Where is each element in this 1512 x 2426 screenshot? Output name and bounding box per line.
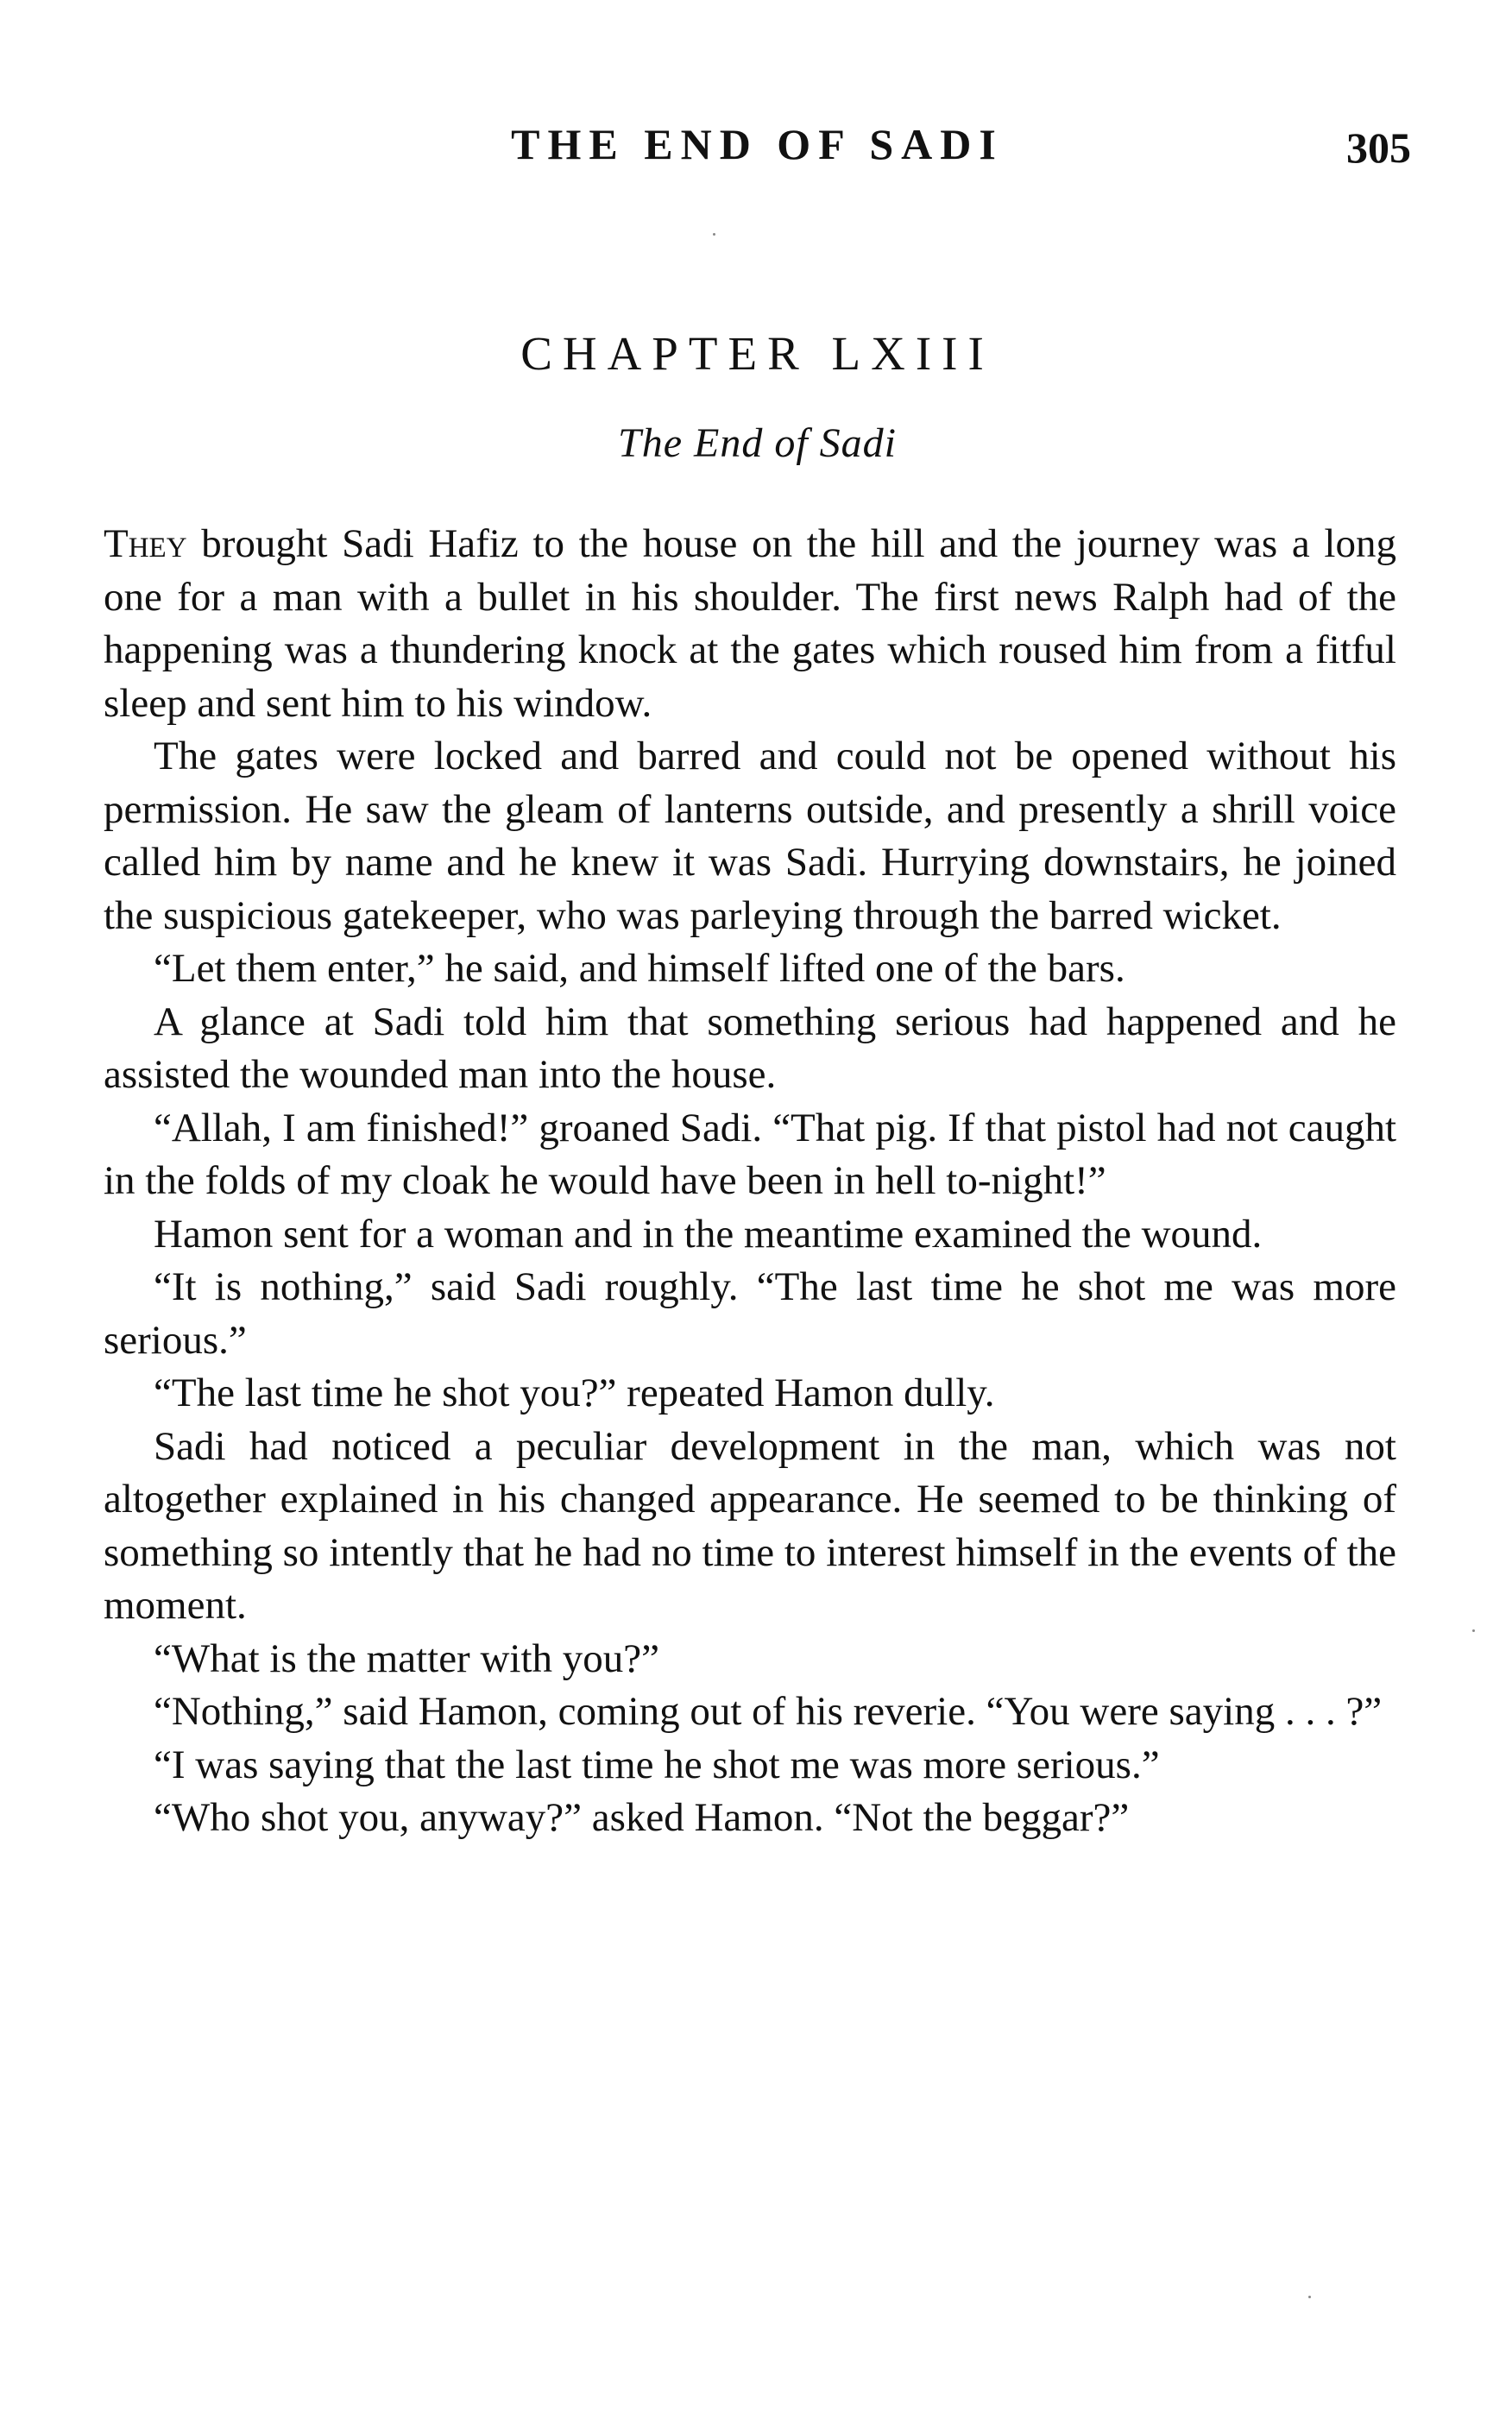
paragraph: Sadi had noticed a peculiar development in the man, which was not altogether explained in his changed appearance. He seemed to be thinking of something so intently that he had no time to interest himself in the events of the moment. — [104, 1423, 1396, 1628]
paragraph: “I was saying that the last time he shot me was more serious.” — [154, 1742, 1160, 1787]
paragraph-text: brought Sadi Hafiz to the house on the hill and the journey was a long one for a man with a bullet in his shoulder. The first news Ralph had of the happening was a thundering knock at the gates which roused him from a fitful sleep and sent him to his window. — [104, 521, 1396, 726]
paragraph-lead-word: They — [104, 521, 187, 566]
paragraph: “Who shot you, anyway?” asked Hamon. “Not the beggar?” — [154, 1795, 1130, 1840]
scan-speck — [713, 233, 715, 236]
paragraph: “It is nothing,” said Sadi roughly. “The last time he shot me was more serious.” — [104, 1264, 1396, 1363]
running-head — [104, 119, 1411, 180]
paragraph: Hamon sent for a woman and in the meantime examined the wound. — [154, 1211, 1263, 1257]
paragraph: A glance at Sadi told him that something serious had happened and he assisted the wounded man into the house. — [104, 999, 1396, 1097]
paragraph: “Let them enter,” he said, and himself lifted one of the bars. — [154, 946, 1125, 991]
scan-speck — [1308, 2296, 1311, 2298]
body-text — [104, 518, 1396, 1845]
paragraph: “The last time he shot you?” repeated Hamon dully. — [154, 1371, 995, 1415]
paragraph — [104, 518, 1396, 730]
paragraph: “Allah, I am finished!” groaned Sadi. “That pig. If that pistol had not caught in the folds of my cloak he would have been in hell to-night!” — [104, 1105, 1396, 1203]
paragraph: The gates were locked and barred and could not be opened without his permission. He saw the gleam of lanterns outside, and presently a shrill voice called him by name and he knew it was Sadi. Hurrying downstairs, he joined the suspicious gatekeeper, who was parleying through the barred wicket. — [104, 734, 1396, 938]
page-number: 305 — [1346, 123, 1411, 172]
chapter-title: The End of Sadi — [618, 420, 897, 466]
chapter-number: CHAPTER LXIII — [520, 327, 994, 380]
running-title: THE END OF SADI — [511, 120, 1004, 168]
paragraph: “Nothing,” said Hamon, coming out of his reverie. “You were saying . . . ?” — [154, 1689, 1383, 1734]
paragraph: “What is the matter with you?” — [154, 1635, 659, 1681]
scan-speck — [1472, 1629, 1475, 1632]
